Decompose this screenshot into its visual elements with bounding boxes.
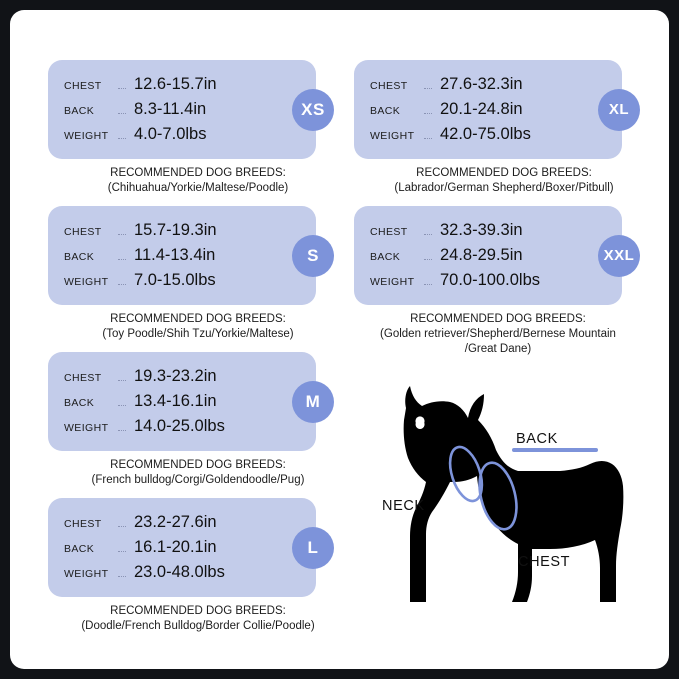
breeds-line-2: /Great Dane) — [464, 343, 532, 355]
row-chest — [370, 218, 608, 243]
label-chest: CHEST — [370, 80, 408, 92]
size-block-m — [48, 352, 348, 488]
label-chest: CHEST — [370, 226, 408, 238]
dot-leader — [118, 391, 126, 406]
size-card-xxl — [354, 206, 635, 305]
dot-leader — [118, 124, 126, 139]
dot-leader — [424, 220, 432, 235]
size-block-l — [48, 498, 348, 634]
size-badge-s: S — [292, 235, 334, 277]
row-back — [64, 535, 302, 560]
label-weight: WEIGHT — [64, 422, 109, 434]
row-weight — [370, 122, 608, 147]
breeds-line-1: (Doodle/French Bulldog/Border Collie/Poodle) — [81, 620, 315, 632]
dot-leader — [118, 366, 126, 381]
row-back — [370, 243, 608, 268]
dot-leader — [118, 537, 126, 552]
value-back: 20.1-24.8in — [440, 100, 523, 118]
dog-label-neck: NECK — [382, 498, 425, 514]
row-chest — [64, 72, 302, 97]
breeds-title: RECOMMENDED DOG BREEDS: — [110, 313, 286, 325]
label-chest: CHEST — [64, 80, 102, 92]
breeds-l — [48, 604, 348, 634]
breeds-title: RECOMMENDED DOG BREEDS: — [110, 459, 286, 471]
label-back: BACK — [64, 543, 95, 555]
label-back: BACK — [64, 251, 95, 263]
dot-leader — [424, 245, 432, 260]
row-back — [64, 97, 302, 122]
label-weight: WEIGHT — [370, 130, 415, 142]
size-badge-xl: XL — [598, 89, 640, 131]
size-badge-xxl: XXL — [598, 235, 640, 277]
label-back: BACK — [370, 251, 401, 263]
breeds-line-1: (Labrador/German Shepherd/Boxer/Pitbull) — [394, 182, 614, 194]
row-back — [64, 243, 302, 268]
dot-leader — [118, 220, 126, 235]
row-weight — [64, 122, 302, 147]
dot-leader — [118, 245, 126, 260]
row-weight — [64, 414, 302, 439]
dog-eye — [415, 416, 424, 425]
size-block-xs — [48, 60, 348, 196]
value-back: 24.8-29.5in — [440, 246, 523, 264]
size-badge-l: L — [292, 527, 334, 569]
label-chest: CHEST — [64, 518, 102, 530]
dog-label-back: BACK — [516, 431, 558, 447]
dog-diagram — [346, 376, 656, 626]
dot-leader — [118, 512, 126, 527]
breeds-title: RECOMMENDED DOG BREEDS: — [110, 167, 286, 179]
value-chest: 15.7-19.3in — [134, 221, 217, 239]
row-back — [370, 97, 608, 122]
breeds-xs — [48, 166, 348, 196]
row-back — [64, 389, 302, 414]
row-weight — [370, 268, 608, 293]
row-weight — [64, 560, 302, 585]
row-weight — [64, 268, 302, 293]
dot-leader — [118, 74, 126, 89]
row-chest — [370, 72, 608, 97]
breeds-xxl — [348, 312, 648, 357]
label-back: BACK — [64, 397, 95, 409]
dot-leader — [424, 270, 432, 285]
value-chest: 23.2-27.6in — [134, 513, 217, 531]
size-chart-inner — [24, 24, 655, 655]
breeds-line-1: (Toy Poodle/Shih Tzu/Yorkie/Maltese) — [102, 328, 294, 340]
size-card-l — [48, 498, 319, 597]
dot-leader — [424, 74, 432, 89]
value-weight: 7.0-15.0lbs — [134, 271, 216, 289]
value-weight: 42.0-75.0lbs — [440, 125, 531, 143]
value-weight: 4.0-7.0lbs — [134, 125, 207, 143]
breeds-title: RECOMMENDED DOG BREEDS: — [410, 313, 586, 325]
dot-leader — [424, 99, 432, 114]
breeds-line-1: (French bulldog/Corgi/Goldendoodle/Pug) — [91, 474, 305, 486]
breeds-xl — [354, 166, 654, 196]
size-card-m — [48, 352, 321, 451]
size-chart-page — [10, 10, 669, 669]
breeds-title: RECOMMENDED DOG BREEDS: — [416, 167, 592, 179]
value-weight: 14.0-25.0lbs — [134, 417, 225, 435]
dot-leader — [118, 416, 126, 431]
value-weight: 23.0-48.0lbs — [134, 563, 225, 581]
row-chest — [64, 364, 302, 389]
value-back: 13.4-16.1in — [134, 392, 217, 410]
value-chest: 32.3-39.3in — [440, 221, 523, 239]
breeds-title: RECOMMENDED DOG BREEDS: — [110, 605, 286, 617]
dot-leader — [118, 99, 126, 114]
size-block-s — [48, 206, 348, 342]
value-weight: 70.0-100.0lbs — [440, 271, 540, 289]
value-back: 11.4-13.4in — [134, 246, 216, 264]
dot-leader — [118, 562, 126, 577]
value-chest: 19.3-23.2in — [134, 367, 217, 385]
size-card-xs — [48, 60, 325, 159]
label-chest: CHEST — [64, 226, 102, 238]
row-chest — [64, 218, 302, 243]
value-back: 16.1-20.1in — [134, 538, 217, 556]
value-chest: 12.6-15.7in — [134, 75, 217, 93]
size-card-s — [48, 206, 319, 305]
breeds-line-1: (Golden retriever/Shepherd/Bernese Mountain — [380, 328, 616, 340]
size-card-xl — [354, 60, 630, 159]
label-weight: WEIGHT — [64, 130, 109, 142]
breeds-line-1: (Chihuahua/Yorkie/Maltese/Poodle) — [107, 182, 289, 194]
breeds-m — [48, 458, 348, 488]
dot-leader — [424, 124, 432, 139]
size-block-xl — [354, 60, 654, 196]
value-chest: 27.6-32.3in — [440, 75, 523, 93]
size-block-xxl — [354, 206, 648, 357]
label-weight: WEIGHT — [64, 276, 109, 288]
breeds-s — [48, 312, 348, 342]
label-weight: WEIGHT — [370, 276, 415, 288]
label-back: BACK — [370, 105, 401, 117]
dog-label-chest: CHEST — [518, 554, 571, 570]
size-badge-xs: XS — [292, 89, 334, 131]
dot-leader — [118, 270, 126, 285]
size-badge-m: M — [292, 381, 334, 423]
row-chest — [64, 510, 302, 535]
label-chest: CHEST — [64, 372, 102, 384]
value-back: 8.3-11.4in — [134, 100, 207, 118]
label-weight: WEIGHT — [64, 568, 109, 580]
label-back: BACK — [64, 105, 95, 117]
